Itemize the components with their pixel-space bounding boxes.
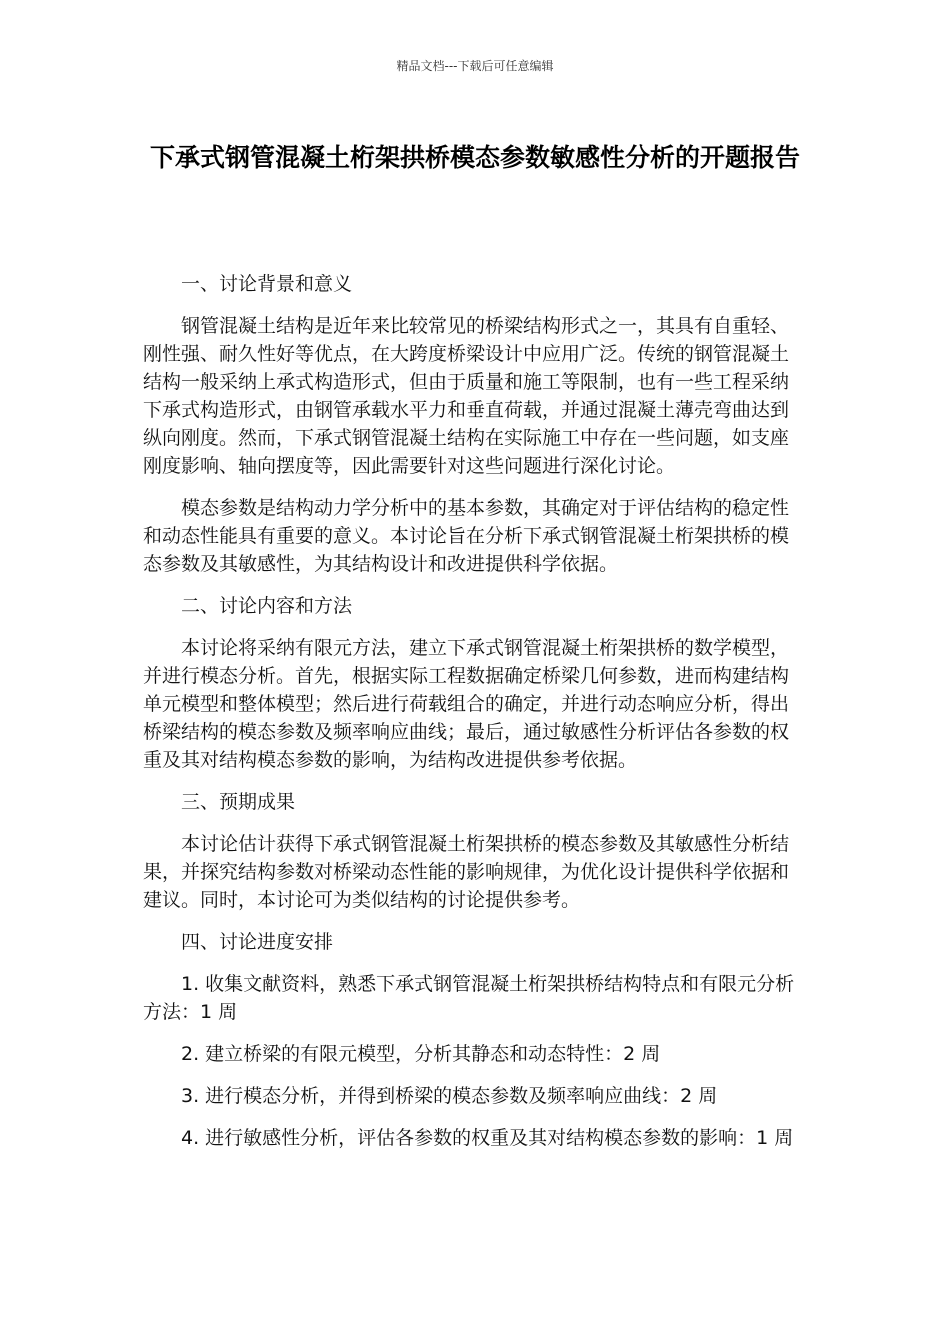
- paragraph: 本讨论估计获得下承式钢管混凝土桁架拱桥的模态参数及其敏感性分析结果，并探究结构参数对桥梁动态性能的影响规律，为优化设计提供科学依据和建议。同时，本讨论可为类似结构的讨论提供参考。: [143, 833, 790, 911]
- section-heading-methods: 二、讨论内容和方法: [181, 595, 353, 617]
- page-header: 精品文档---下载后可任意编辑: [396, 59, 554, 73]
- document-body: [143, 270, 805, 1166]
- paragraph: 本讨论将采纳有限元方法，建立下承式钢管混凝土桁架拱桥的数学模型，并进行模态分析。首先，根据实际工程数据确定桥梁几何参数，进而构建结构单元模型和整体模型；然后进行荷载组合的确定，并进行动态响应分析，得出桥梁结构的模态参数及频率响应曲线；最后，通过敏感性分析评估各参数的权重及其对结构模态参数的影响，为结构改进提供参考依据。: [143, 637, 790, 771]
- section-heading-schedule: 四、讨论进度安排: [181, 931, 334, 953]
- paragraph: 模态参数是结构动力学分析中的基本参数，其确定对于评估结构的稳定性和动态性能具有重要的意义。本讨论旨在分析下承式钢管混凝土桁架拱桥的模态参数及其敏感性，为其结构设计和改进提供科学依据。: [143, 497, 790, 575]
- document-title: 下承式钢管混凝土桁架拱桥模态参数敏感性分析的开题报告: [149, 143, 800, 172]
- schedule-item: 4. 进行敏感性分析，评估各参数的权重及其对结构模态参数的影响：1 周: [181, 1127, 794, 1149]
- schedule-item: 3. 进行模态分析，并得到桥梁的模态参数及频率响应曲线：2 周: [181, 1085, 718, 1107]
- paragraph: 钢管混凝土结构是近年来比较常见的桥梁结构形式之一，其具有自重轻、刚性强、耐久性好等优点，在大跨度桥梁设计中应用广泛。传统的钢管混凝土结构一般采纳上承式构造形式，但由于质量和施工等限制，也有一些工程采纳下承式构造形式，由钢管承载水平力和垂直荷载，并通过混凝土薄壳弯曲达到纵向刚度。然而，下承式钢管混凝土结构在实际施工中存在一些问题，如支座刚度影响、轴向摆度等，因此需要针对这些问题进行深化讨论。: [143, 315, 790, 477]
- schedule-item: 2. 建立桥梁的有限元模型，分析其静态和动态特性：2 周: [181, 1043, 661, 1065]
- schedule-item: 1. 收集文献资料，熟悉下承式钢管混凝土桁架拱桥结构特点和有限元分析方法：1 周: [143, 973, 795, 1023]
- section-heading-background: 一、讨论背景和意义: [181, 273, 353, 295]
- section-heading-outcomes: 三、预期成果: [181, 791, 296, 813]
